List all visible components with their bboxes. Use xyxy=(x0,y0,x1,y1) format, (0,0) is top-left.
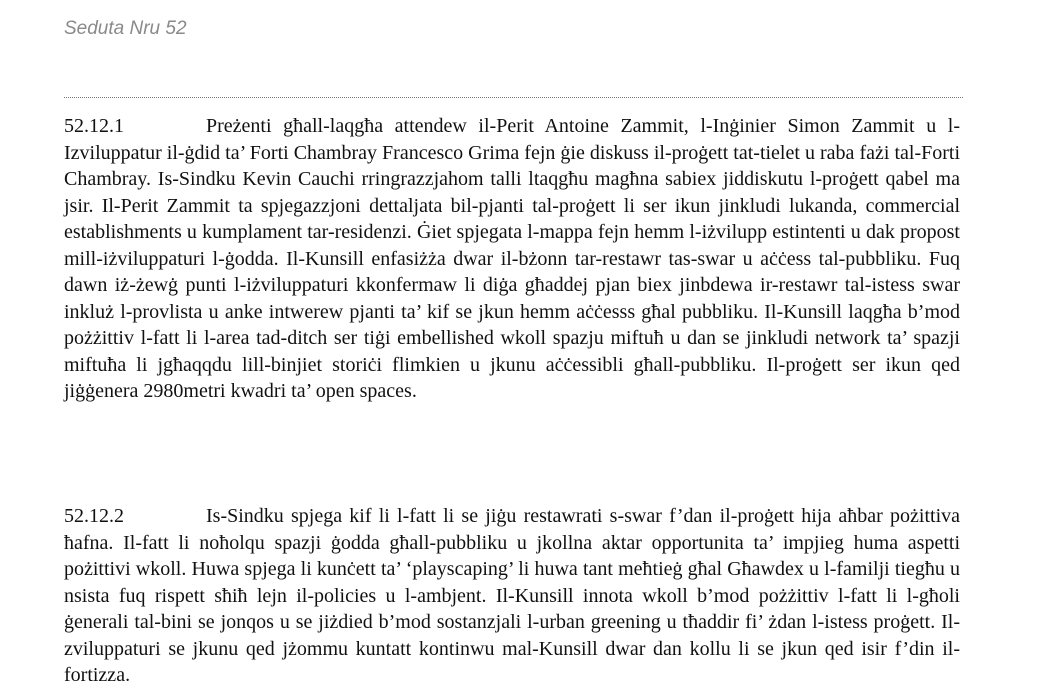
paragraph-text: Is-Sindku spjega kif li l-fatt li se jiġu restawrati s-swar f’dan il-proġett hija aħbar pożittiva ħafna. Il-fatt li noħolqu spazji ġodda għall-pubbliku u jkollna aktar opportunita ta’ impjieg huma aspetti pożittivi wkoll. Huwa spjega li kunċett ta’ ‘playscaping’ li huwa tant meħtieġ għal Għawdex u l-familji tiegħu u nsista fuq rispett sħiħ lejn il-policies u l-ambjent. Il-Kunsill innota wkoll b’mod pożżittiv l-fatt li l-għoli ġenerali tal-bini se jonqos u se jiżdied b’mod sostanzjali l-urban greening u tħaddir fi’ żdan l-istess proġett. Il-zviluppaturi se jkunu qed jżommu kuntatt kontinwu mal-Kunsill dwar dan kollu li se jkun qed isir f’din il-fortizza. xyxy=(64,505,960,686)
minutes-paragraph xyxy=(64,503,960,689)
paragraph-number: 52.12.1 xyxy=(64,115,124,137)
page-header-title: Seduta Nru 52 xyxy=(64,18,187,39)
header-divider xyxy=(64,97,963,98)
paragraph-number: 52.12.2 xyxy=(64,505,124,527)
paragraph-text: Preżenti għall-laqgħa attendew il-Perit Antoine Zammit, l-Inġinier Simon Zammit u l-Izviluppatur il-ġdid ta’ Forti Chambray Francesco Grima fejn ġie diskuss il-proġett tat-tielet u raba fażi tal-Forti Chambray. Is-Sindku Kevin Cauchi rringrazzjahom talli ltaqgħu magħna sabiex jiddiskutu l-proġett qabel ma jsir. Il-Perit Zammit ta spjegazzjoni dettaljata bil-pjanti tal-proġett li ser ikun jinkludi lukanda, commercial establishments u kumplament tar-residenzi. Ġiet spjegata l-mappa fejn hemm l-iżvilupp estintenti u dak propost mill-iżviluppaturi l-ġodda. Il-Kunsill enfasiżża dwar il-bżonn tar-restawr tas-swar u aċċess tal-pubbliku. Fuq dawn iż-żewġ punti l-iżviluppaturi kkonfermaw li diġa għaddej pjan biex jinbdewa ir-restawr tal-istess swar inkluż l-provlista u anke intwerew pjanti ta’ kif se jkun hemm aċċesss għal pubbliku. Il-Kunsill laqgħa b’mod pożżittiv l-fatt li l-area tad-ditch ser tiġi embellished wkoll spazju miftuħ u dan se jinkludi network ta’ spazji miftuħa li jgħaqqdu lill-binjiet storiċi flimkien u jkunu aċċessibli għall-pubbliku. Il-proġett ser ikun qed jiġġenera 2980metri kwadri ta’ open spaces. xyxy=(64,115,960,402)
minutes-paragraph xyxy=(64,113,960,405)
